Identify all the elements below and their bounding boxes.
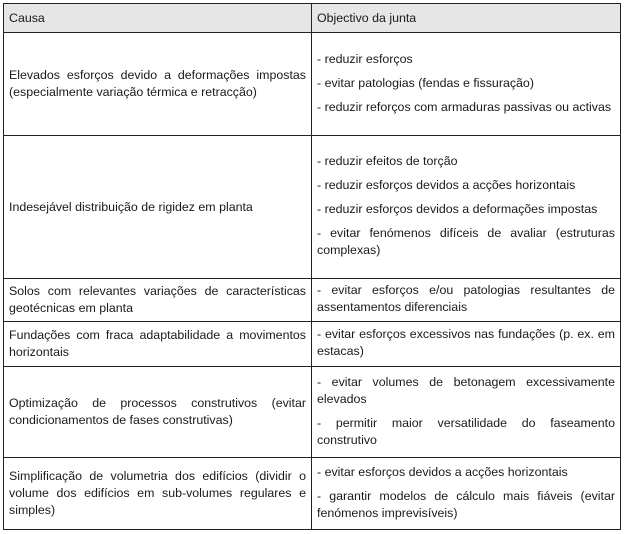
objective-cell xyxy=(312,136,621,279)
cause-text: Indesejável distribuição de rigidez em planta xyxy=(9,199,253,214)
objective-item: - reduzir esforços devidos a deformações impostas xyxy=(317,202,598,216)
objective-cell xyxy=(312,367,621,458)
objective-cell xyxy=(312,322,621,367)
header-cause: Causa xyxy=(4,4,312,33)
table-row xyxy=(4,279,621,322)
cause-cell xyxy=(4,367,312,458)
objective-item: - garantir modelos de cálculo mais fiáveis (evitar fenómenos imprevisíveis) xyxy=(317,488,615,520)
objective-item: - reduzir esforços xyxy=(317,51,413,66)
table-row xyxy=(4,367,621,458)
objective-item: - evitar esforços devidos a acções horizontais xyxy=(317,464,568,479)
objective-cell xyxy=(312,279,621,322)
objective-item: - reduzir esforços devidos a acções horizontais xyxy=(317,178,576,192)
cause-text: Optimização de processos construtivos (evitar condicionamentos de fases construtivas) xyxy=(9,396,306,427)
table-row xyxy=(4,458,621,530)
cause-cell xyxy=(4,279,312,322)
joints-table xyxy=(3,3,621,530)
cause-cell xyxy=(4,458,312,530)
objective-item: - evitar esforços e/ou patologias resultantes de assentamentos diferenciais xyxy=(317,283,615,314)
objective-item: - reduzir efeitos de torção xyxy=(317,154,458,168)
header-objective: Objectivo da junta xyxy=(312,4,621,33)
objective-item: - reduzir reforços com armaduras passivas ou activas xyxy=(317,99,612,114)
objective-item: - evitar fenómenos difíceis de avaliar (estruturas complexas) xyxy=(317,226,615,257)
table-row xyxy=(4,33,621,136)
objective-cell xyxy=(312,33,621,136)
table-row xyxy=(4,136,621,279)
cause-text: Fundações com fraca adaptabilidade a movimentos horizontais xyxy=(9,328,306,359)
cause-text: Solos com relevantes variações de características geotécnicas em planta xyxy=(9,284,306,315)
cause-cell xyxy=(4,322,312,367)
table-header-row xyxy=(4,4,621,33)
objective-item: - evitar volumes de betonagem excessivamente elevados xyxy=(317,374,615,406)
table-row xyxy=(4,322,621,367)
cause-text: Elevados esforços devido a deformações impostas (especialmente variação térmica e retracção) xyxy=(9,68,306,99)
objective-item: - permitir maior versatilidade do faseamento construtivo xyxy=(317,415,615,447)
objective-cell xyxy=(312,458,621,530)
objective-item: - evitar patologias (fendas e fissuração) xyxy=(317,75,534,90)
cause-text: Simplificação de volumetria dos edifícios (dividir o volume dos edifícios em sub-volumes regulares e simples) xyxy=(9,469,306,517)
cause-cell xyxy=(4,136,312,279)
objective-item: - evitar esforços excessivos nas fundações (p. ex. em estacas) xyxy=(317,327,615,358)
cause-cell xyxy=(4,33,312,136)
